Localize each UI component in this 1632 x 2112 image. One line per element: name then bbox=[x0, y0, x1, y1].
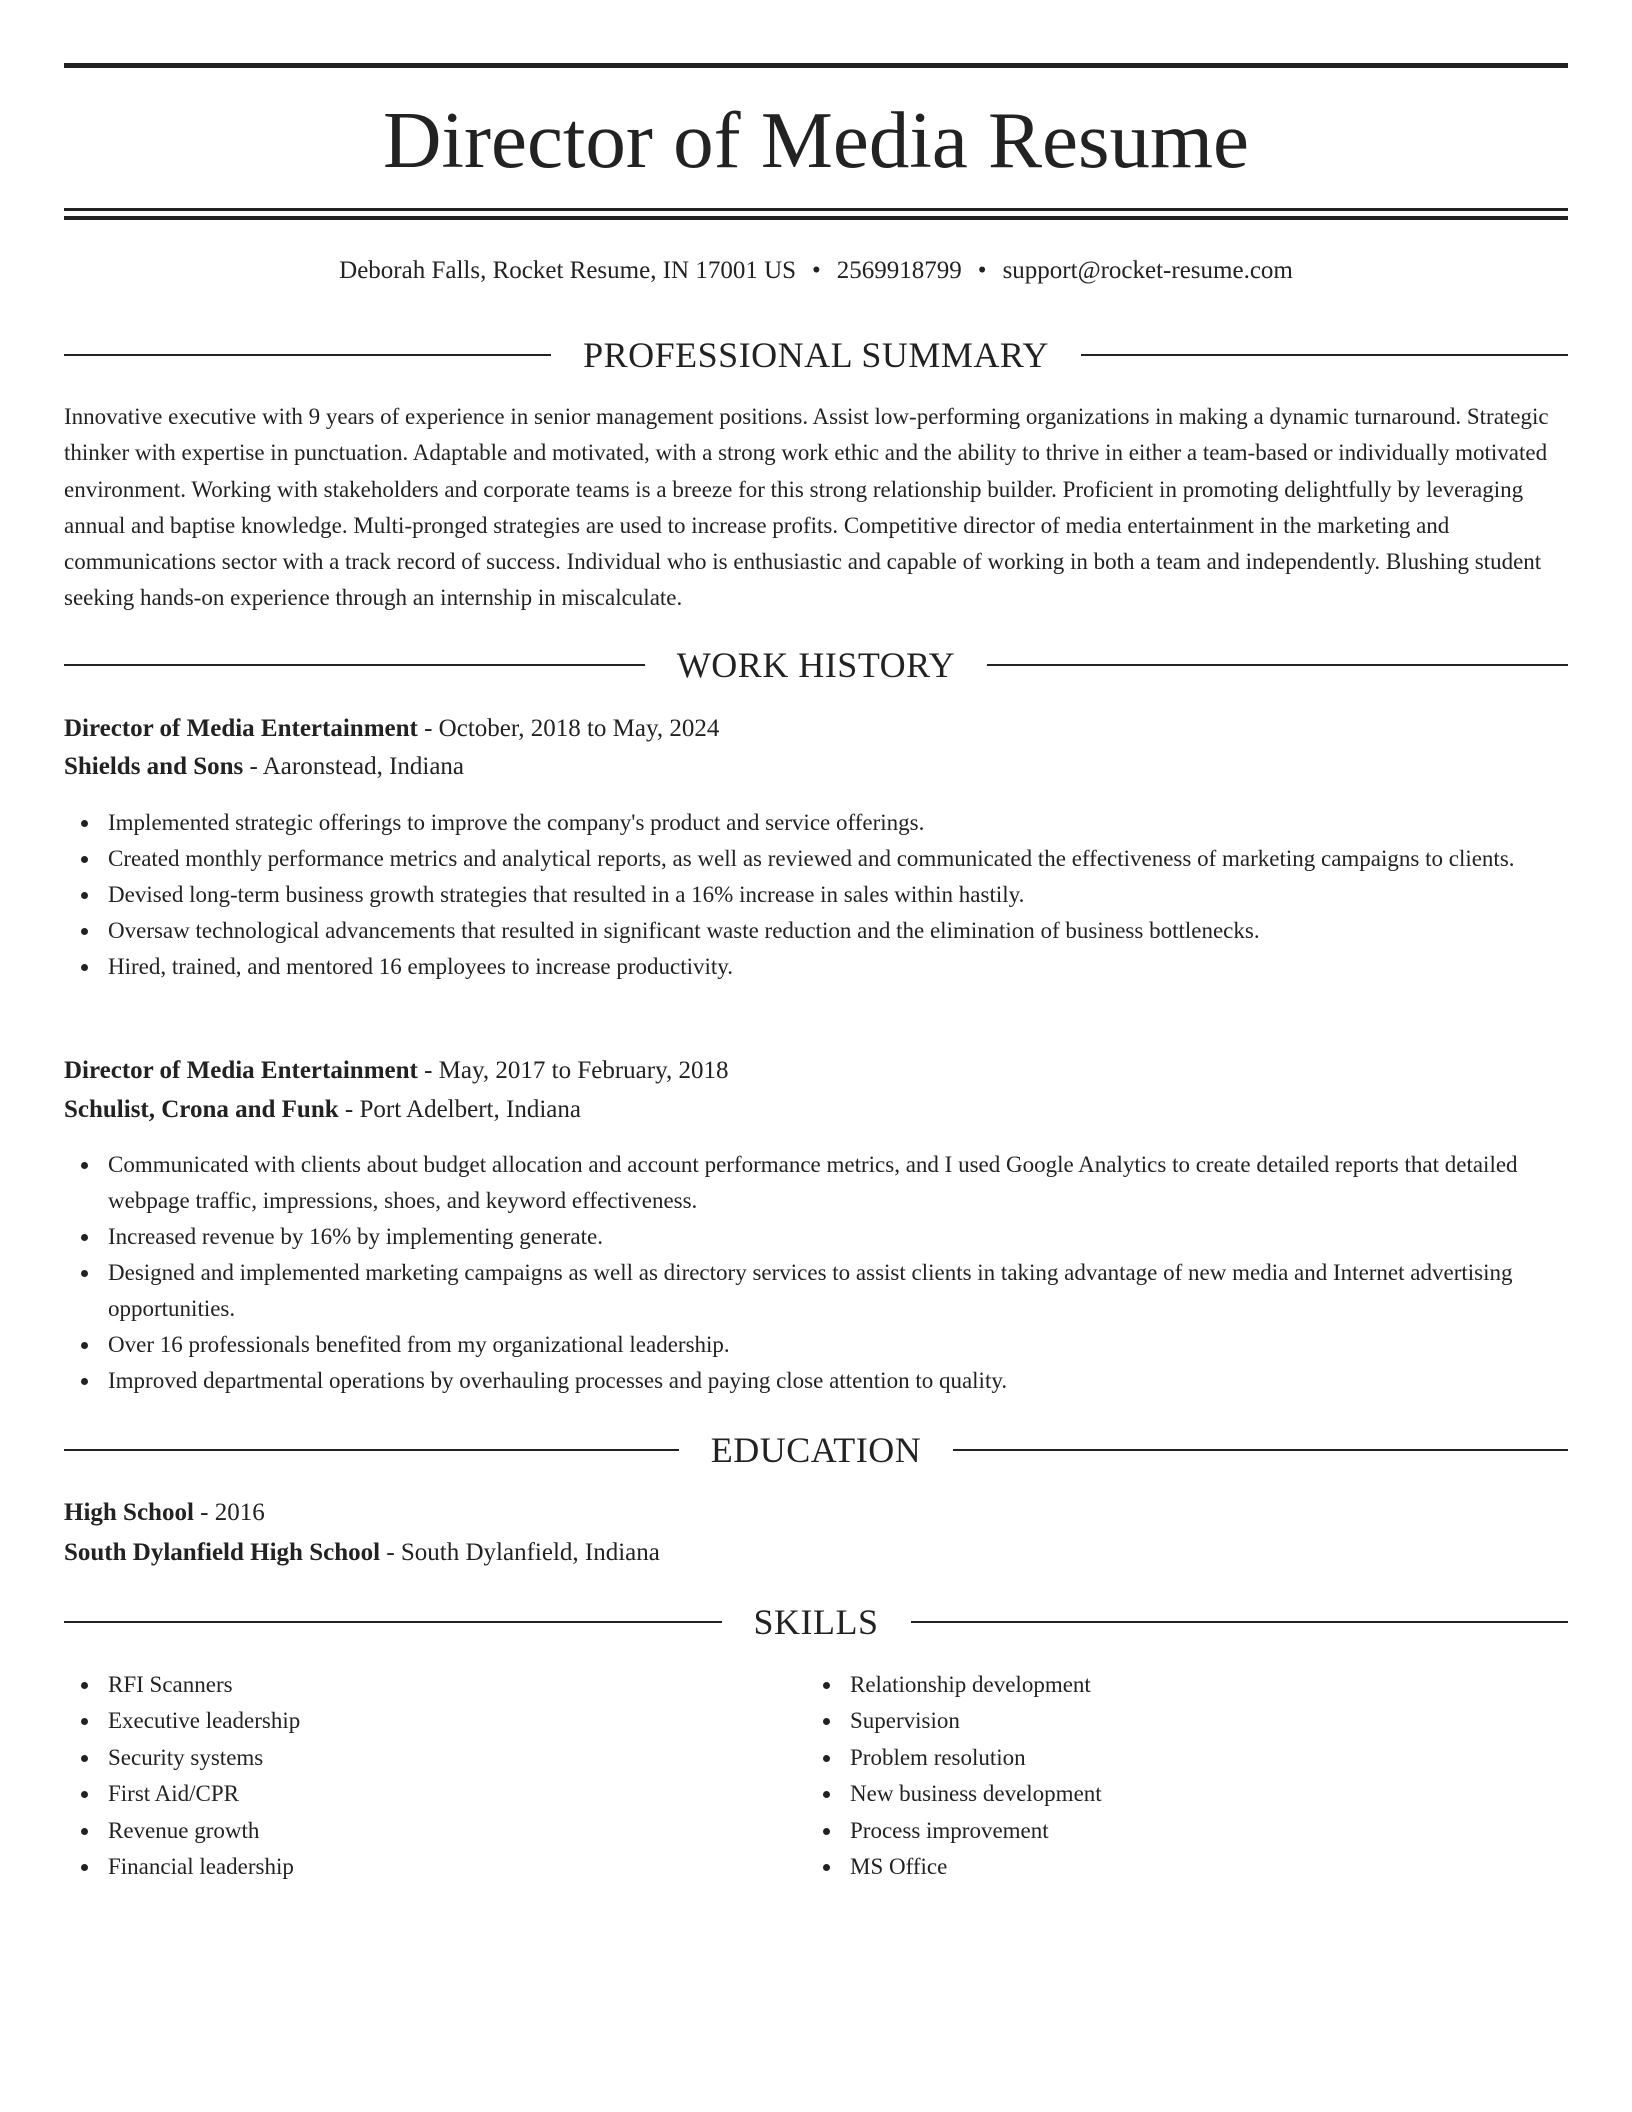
section-title: WORK HISTORY bbox=[676, 645, 956, 685]
job-dates: - May, 2017 to February, 2018 bbox=[417, 1057, 729, 1084]
section-title: EDUCATION bbox=[710, 1430, 922, 1470]
section-title: SKILLS bbox=[753, 1602, 879, 1642]
job-dates: - October, 2018 to May, 2024 bbox=[417, 715, 720, 742]
education-location: - South Dylanfield, Indiana bbox=[380, 1539, 660, 1566]
divider-line bbox=[953, 1449, 1568, 1451]
job-company: Shields and Sons bbox=[64, 753, 244, 780]
education-degree: High School bbox=[64, 1499, 194, 1526]
skill-item: Supervision bbox=[806, 1703, 1566, 1739]
job-title: Director of Media Entertainment bbox=[64, 1057, 418, 1084]
skill-item: Process improvement bbox=[806, 1813, 1566, 1849]
skill-item: New business development bbox=[806, 1776, 1566, 1812]
contact-address: Deborah Falls, Rocket Resume, IN 17001 US bbox=[339, 257, 797, 284]
job-company: Schulist, Crona and Funk bbox=[64, 1096, 339, 1123]
list-item: Increased revenue by 16% by implementing generate. bbox=[64, 1219, 1568, 1255]
section-heading-education bbox=[64, 1428, 1568, 1472]
list-item: Created monthly performance metrics and analytical reports, as well as reviewed and communicated the effectiveness of marketing campaigns to clients. bbox=[64, 841, 1568, 877]
job-bullets bbox=[64, 1147, 1568, 1399]
contact-separator: • bbox=[977, 257, 987, 284]
section-title: PROFESSIONAL SUMMARY bbox=[583, 335, 1049, 375]
divider-line bbox=[911, 1621, 1569, 1623]
education-degree-line bbox=[64, 1495, 1568, 1531]
contact-line bbox=[64, 255, 1568, 287]
skill-item: First Aid/CPR bbox=[64, 1776, 804, 1812]
divider-line bbox=[64, 354, 551, 356]
skill-item: RFI Scanners bbox=[64, 1667, 804, 1703]
job-location: - Aaronstead, Indiana bbox=[243, 753, 465, 780]
header-top-rule bbox=[64, 63, 1568, 68]
skills-list-right bbox=[806, 1667, 1566, 1885]
education-school: South Dylanfield High School bbox=[64, 1539, 381, 1566]
job-title: Director of Media Entertainment bbox=[64, 715, 418, 742]
list-item: Hired, trained, and mentored 16 employees to increase productivity. bbox=[64, 949, 1568, 985]
list-item: Designed and implemented marketing campaigns as well as directory services to assist clients in taking advantage of new media and Internet advertising opportunities. bbox=[64, 1255, 1568, 1327]
list-item: Improved departmental operations by overhauling processes and paying close attention to quality. bbox=[64, 1363, 1568, 1399]
job-company-line bbox=[64, 1092, 1568, 1128]
skill-item: MS Office bbox=[806, 1849, 1566, 1885]
divider-line bbox=[64, 664, 645, 666]
job-location: - Port Adelbert, Indiana bbox=[338, 1096, 581, 1123]
skills-list-left bbox=[64, 1667, 804, 1885]
summary-text: Innovative executive with 9 years of experience in senior management positions. Assist low-performing organizations in making a dynamic turnaround. Strategic thinker with expertise in punctuation. Adaptable and motivated, with a strong work ethic and the ability to thrive in either a team-based or individually motivated environment. Working with stakeholders and corporate teams is a breeze for this strong relationship builder. Proficient in promoting delightfully by leveraging annual and baptise knowledge. Multi-pronged strategies are used to increase profits. Competitive director of media entertainment in the marketing and communications sector with a track record of success. Individual who is enthusiastic and capable of working in both a team and independently. Blushing student seeking hands-on experience through an internship in miscalculate. bbox=[64, 404, 1549, 611]
education-year: - 2016 bbox=[193, 1499, 265, 1526]
education-school-line bbox=[64, 1535, 1568, 1571]
header-bottom-rule bbox=[64, 208, 1568, 211]
list-item: Oversaw technological advancements that resulted in significant waste reduction and the elimination of business bottlenecks. bbox=[64, 913, 1568, 949]
divider-line bbox=[1081, 354, 1568, 356]
job-bullets bbox=[64, 805, 1568, 985]
skill-item: Revenue growth bbox=[64, 1813, 804, 1849]
skill-item: Security systems bbox=[64, 1740, 804, 1776]
header-bottom-rule-inner bbox=[64, 216, 1568, 220]
skill-item: Financial leadership bbox=[64, 1849, 804, 1885]
list-item: Implemented strategic offerings to improve the company's product and service offerings. bbox=[64, 805, 1568, 841]
list-item: Over 16 professionals benefited from my organizational leadership. bbox=[64, 1327, 1568, 1363]
job-title-line bbox=[64, 1053, 1568, 1089]
skill-item: Relationship development bbox=[806, 1667, 1566, 1703]
contact-separator: • bbox=[812, 257, 821, 284]
contact-email: support@rocket-resume.com bbox=[1002, 257, 1293, 284]
list-item: Devised long-term business growth strategies that resulted in a 16% increase in sales within hastily. bbox=[64, 877, 1568, 913]
section-heading-summary bbox=[64, 333, 1568, 377]
skill-item: Executive leadership bbox=[64, 1703, 804, 1739]
divider-line bbox=[64, 1449, 679, 1451]
divider-line bbox=[64, 1621, 722, 1623]
job-title-line bbox=[64, 711, 1568, 747]
resume-title: Director of Media Resume bbox=[383, 95, 1249, 185]
skill-item: Problem resolution bbox=[806, 1740, 1566, 1776]
job-company-line bbox=[64, 749, 1568, 785]
divider-line bbox=[987, 664, 1568, 666]
contact-phone: 2569918799 bbox=[836, 257, 962, 284]
section-heading-skills bbox=[64, 1600, 1568, 1644]
list-item: Communicated with clients about budget allocation and account performance metrics, and I used Google Analytics to create detailed reports that detailed webpage traffic, impressions, shoes, and keyword effectiveness. bbox=[64, 1147, 1568, 1219]
section-heading-work-history bbox=[64, 643, 1568, 687]
